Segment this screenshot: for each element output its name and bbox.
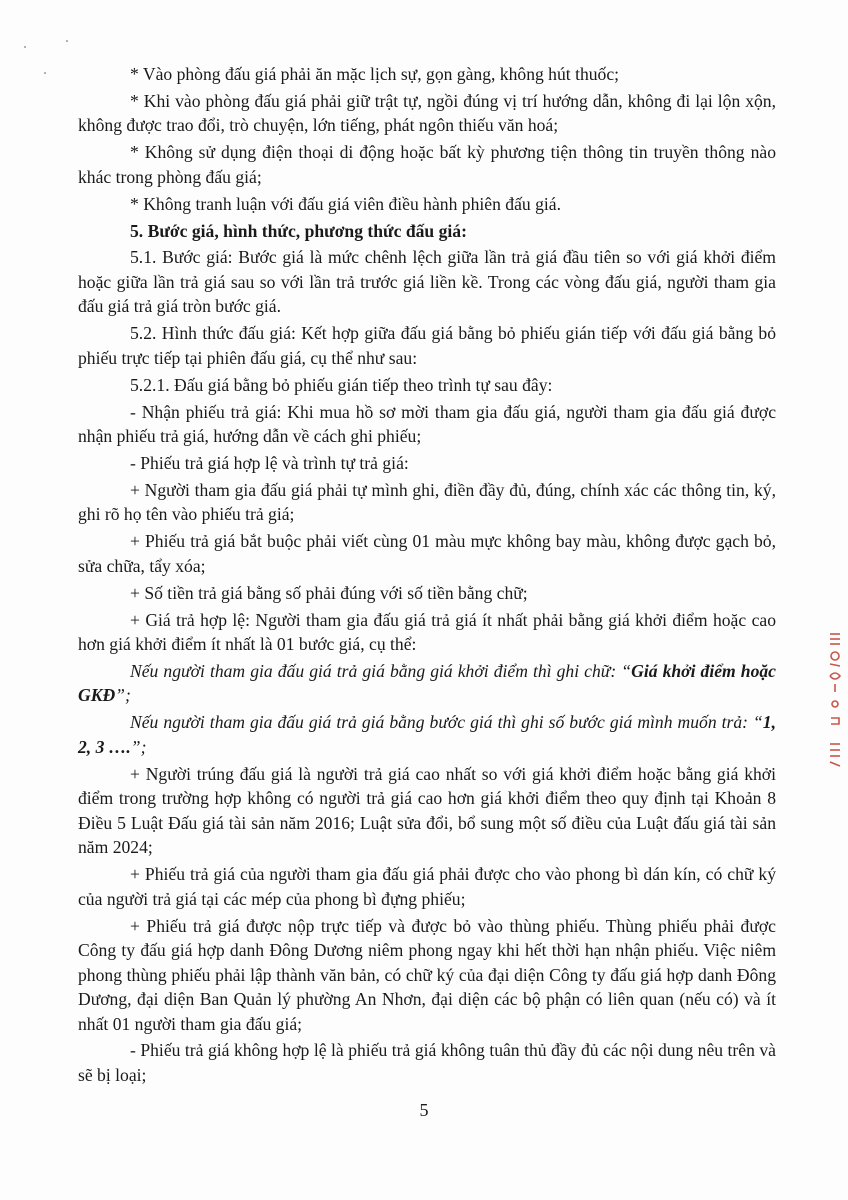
italic-paragraph [78,710,776,759]
paragraph: + Phiếu trả giá của người tham gia đấu giá phải được cho vào phong bì dán kín, có chữ ký của người trả giá tại các mép của phong bì đựng phiếu; [78,864,776,909]
paragraph: * Không tranh luận với đấu giá viên điều hành phiên đấu giá. [130,193,561,214]
paragraph: - Phiếu trả giá hợp lệ và trình tự trả giá: [130,453,409,474]
paragraph: + Người trúng đấu giá là người trả giá cao nhất so với giá khởi điểm hoặc bằng giá khởi điểm trong trường hợp không có người trả giá cao hơn giá khởi điểm theo quy định tại Khoản 8 Điều 5 Luật Đấu giá tài sản năm 2016; Luật sửa đổi, bổ sung một số điều của Luật đấu giá tài sản năm 2024; [78,763,776,858]
paragraph: - Nhận phiếu trả giá: Khi mua hồ sơ mời tham gia đấu giá, người tham gia đấu giá được nhận phiếu trả giá, hướng dẫn về cách ghi phiếu; [78,401,776,447]
scan-speck [44,72,46,74]
italic-text: Nếu người tham gia đấu giá trả giá bằng giá khởi điểm thì ghi chữ: “ [130,660,632,681]
section-heading: 5. Bước giá, hình thức, phương thức đấu giá: [130,220,467,241]
paragraph: * Khi vào phòng đấu giá phải giữ trật tự, ngồi đúng vị trí hướng dẫn, không đi lại lộn xộn, không được trao đổi, trò chuyện, lớn tiếng, phát ngôn thiếu văn hoá; [78,90,776,136]
italic-text-end: ”; [130,736,147,757]
paragraph: 5.1. Bước giá: Bước giá là mức chênh lệch giữa lần trả giá đầu tiên so với giá khởi điểm hoặc giữa lần trả giá sau so với lần trả trước giá liền kề. Trong các vòng đấu giá, người tham gia đấu giá trả giá tròn bước giá. [78,247,776,317]
italic-paragraph [78,659,776,708]
paragraph: 5.2. Hình thức đấu giá: Kết hợp giữa đấu giá bằng bỏ phiếu gián tiếp với đấu giá bằng bỏ phiếu trực tiếp tại phiên đấu giá, cụ thể như sau: [78,323,776,368]
emphasis-text: 1, 2, 3 …. [78,712,776,757]
paragraph: + Số tiền trả giá bằng số phải đúng với số tiền bằng chữ; [130,582,528,603]
paragraph: 5.2.1. Đấu giá bằng bỏ phiếu gián tiếp theo trình tự sau đây: [130,374,553,395]
paragraph: + Phiếu trả giá được nộp trực tiếp và được bỏ vào thùng phiếu. Thùng phiếu phải được Công ty đấu giá hợp danh Đông Dương niêm phong ngay khi hết thời hạn nhận phiếu. Việc niêm phong thùng phiếu phải lập thành văn bản, có chữ ký của đại diện Công ty đấu giá hợp danh Đông Dương, đại diện Ban Quản lý phường An Nhơn, đại diện các bộ phận có liên quan (nếu có) và ít nhất 01 người tham gia đấu giá; [78,915,776,1034]
paragraph: * Vào phòng đấu giá phải ăn mặc lịch sự, gọn gàng, không hút thuốc; [130,64,620,84]
italic-text: Nếu người tham gia đấu giá trả giá bằng bước giá thì ghi số bước giá mình muốn trả: “ [130,712,763,733]
paragraph: * Không sử dụng điện thoại di động hoặc bất kỳ phương tiện thông tin truyền thông nào khác trong phòng đấu giá; [78,142,776,187]
emphasis-text: Giá khởi điểm hoặc GKĐ [78,660,776,706]
scan-speck [24,46,26,48]
italic-text-end: ”; [115,685,131,706]
paragraph: + Phiếu trả giá bắt buộc phải viết cùng 01 màu mực không bay màu, không được gạch bỏ, sửa chữa, tẩy xóa; [78,531,776,576]
margin-stamp-mark [826,626,844,776]
paragraph: + Người tham gia đấu giá phải tự mình ghi, điền đầy đủ, đúng, chính xác các thông tin, ký, ghi rõ họ tên vào phiếu trả giá; [78,479,776,525]
paragraph: - Phiếu trả giá không hợp lệ là phiếu trả giá không tuân thủ đầy đủ các nội dung nêu trên và sẽ bị loại; [78,1040,776,1085]
page-number: 5 [419,1100,429,1120]
document-body [78,62,776,1090]
scan-speck [66,40,68,42]
paragraph: + Giá trả hợp lệ: Người tham gia đấu giá trả giá ít nhất phải bằng giá khởi điểm hoặc cao hơn giá khởi điểm ít nhất là 01 bước giá, cụ thể: [78,609,776,655]
